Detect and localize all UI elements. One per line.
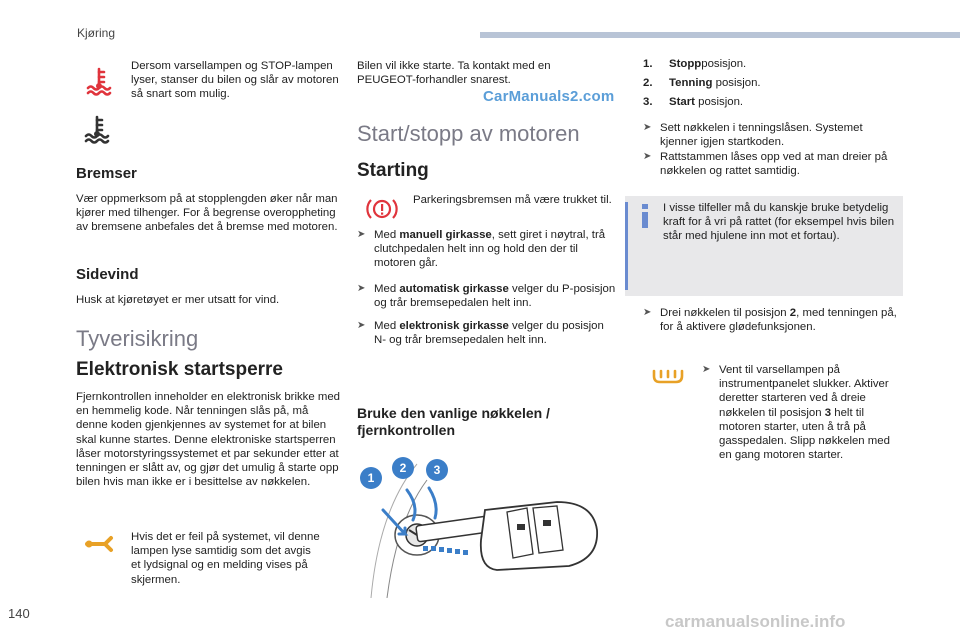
section-header: Kjøring [77, 26, 116, 40]
brakes-text: Vær oppmerksom på at stopplengden øker når man kjører med tilhenger. For å begrense overoppheting av bremsene anbefales det å bremse med motoren. [76, 193, 338, 234]
wrench-icon [85, 535, 117, 553]
bullet-automatic-gearbox: ➤ Med automatisk girkasse velger du P-posisjon og trår bremsepedalen helt inn. [357, 283, 616, 310]
bullet-wait-start: ➤ Vent til varsellampen på instrumentpanelet slukker. Aktiver deretter starteren ved å dreie nøkkelen til posisjon 3 helt til motoren starter, uten å trå på gasspedalen. Slipp nøkkelen med en gang motoren starter. [702, 364, 890, 462]
position-item-2: 2. Tenning posisjon. [643, 77, 761, 89]
brakes-heading: Bremser [76, 165, 137, 182]
position-list [643, 55, 903, 112]
immobiliser-heading: Elektronisk startsperre [76, 359, 283, 380]
theft-section-title: Tyverisikring [76, 326, 199, 351]
crosswind-heading: Sidevind [76, 266, 139, 283]
key-position-label-3: 3 [433, 463, 441, 477]
preheat-glow-plug-icon [650, 368, 686, 388]
immobiliser-text: Fjernkontrollen inneholder en elektronisk brikke med en hemmelig kode. Når tenningen slås på, må denne koden gjenkjennes av systemet for at bilen skal kunne startes. Denne elektroniske startsperren låser motorstyringssystemet et par sekunder etter at tenningen er slått av, og gjør det umulig å starte opp bilen hvis man ikke er i besittelse av nøkkelen. [76, 391, 341, 489]
bullet-marker-icon: ➤ [702, 364, 711, 375]
info-box [625, 196, 903, 296]
watermark-bottom[interactable]: carmanualsonline.info [665, 612, 846, 631]
bullet-marker-icon: ➤ [643, 151, 652, 162]
key-position-label-1: 1 [367, 471, 375, 485]
bullet-marker-icon: ➤ [357, 320, 366, 331]
coolant-temperature-icon [83, 114, 111, 144]
coolant-temperature-warning-icon [85, 66, 113, 96]
bullet-marker-icon: ➤ [357, 229, 366, 240]
bullet-electronic-gearbox: ➤ Med elektronisk girkasse velger du posisjon N- og trår bremsepedalen helt inn. [357, 320, 604, 347]
bullet-preheat: ➤ Drei nøkkelen til posisjon 2, med tenningen på, for å aktivere glødefunksjonen. [643, 307, 897, 334]
bullet-steering-unlock: ➤ Rattstammen låses opp ved at man dreier på nøkkelen og rattet samtidig. [643, 151, 888, 178]
key-position-label-2: 2 [399, 461, 407, 475]
watermark-top[interactable]: CarManuals2.com [483, 88, 615, 105]
bullet-marker-icon: ➤ [643, 122, 652, 133]
header-bar [480, 32, 960, 38]
parking-brake-text: Parkeringsbremsen må være trukket til. [413, 194, 612, 206]
intro-text: Bilen vil ikke starte. Ta kontakt med en PEUGEOT-forhandler snarest. [357, 60, 551, 87]
info-text: I visse tilfeller må du kanskje bruke betydelig kraft for å vri på rattet (for eksempel hvis bilen står med hjulene inn mot et fortau). [663, 202, 895, 243]
start-stop-section-title: Start/stopp av motoren [357, 121, 580, 146]
page-number: 140 [8, 606, 30, 621]
bullet-marker-icon: ➤ [357, 283, 366, 294]
fault-text: Hvis det er feil på systemet, vil denne lampen lyse samtidig som det avgis et lydsignal og en melding vises på skjermen. [131, 531, 320, 586]
warning-text: Dersom varsellampen og STOP-lampen lyser, stanser du bilen og slår av motoren så snart som mulig. [131, 60, 339, 101]
info-accent-bar [625, 202, 628, 290]
key-usage-heading: Bruke den vanlige nøkkelen / fjernkontrollen [357, 405, 550, 438]
crosswind-text: Husk at kjøretøyet er mer utsatt for vind. [76, 294, 280, 306]
position-item-1: 1. Stoppposisjon. [643, 58, 747, 70]
starting-heading: Starting [357, 160, 429, 181]
info-icon [636, 204, 654, 228]
position-item-3: 3. Start posisjon. [643, 96, 744, 108]
parking-brake-icon [366, 196, 398, 222]
bullet-insert-key: ➤ Sett nøkkelen i tenningslåsen. Systemet kjenner igjen startkoden. [643, 122, 863, 149]
bullet-marker-icon: ➤ [643, 307, 652, 318]
bullet-manual-gearbox: ➤ Med manuell girkasse, sett giret i nøytral, trå clutchpedalen helt inn og hold den der til motoren går. [357, 229, 606, 270]
key-illustration [357, 450, 619, 598]
